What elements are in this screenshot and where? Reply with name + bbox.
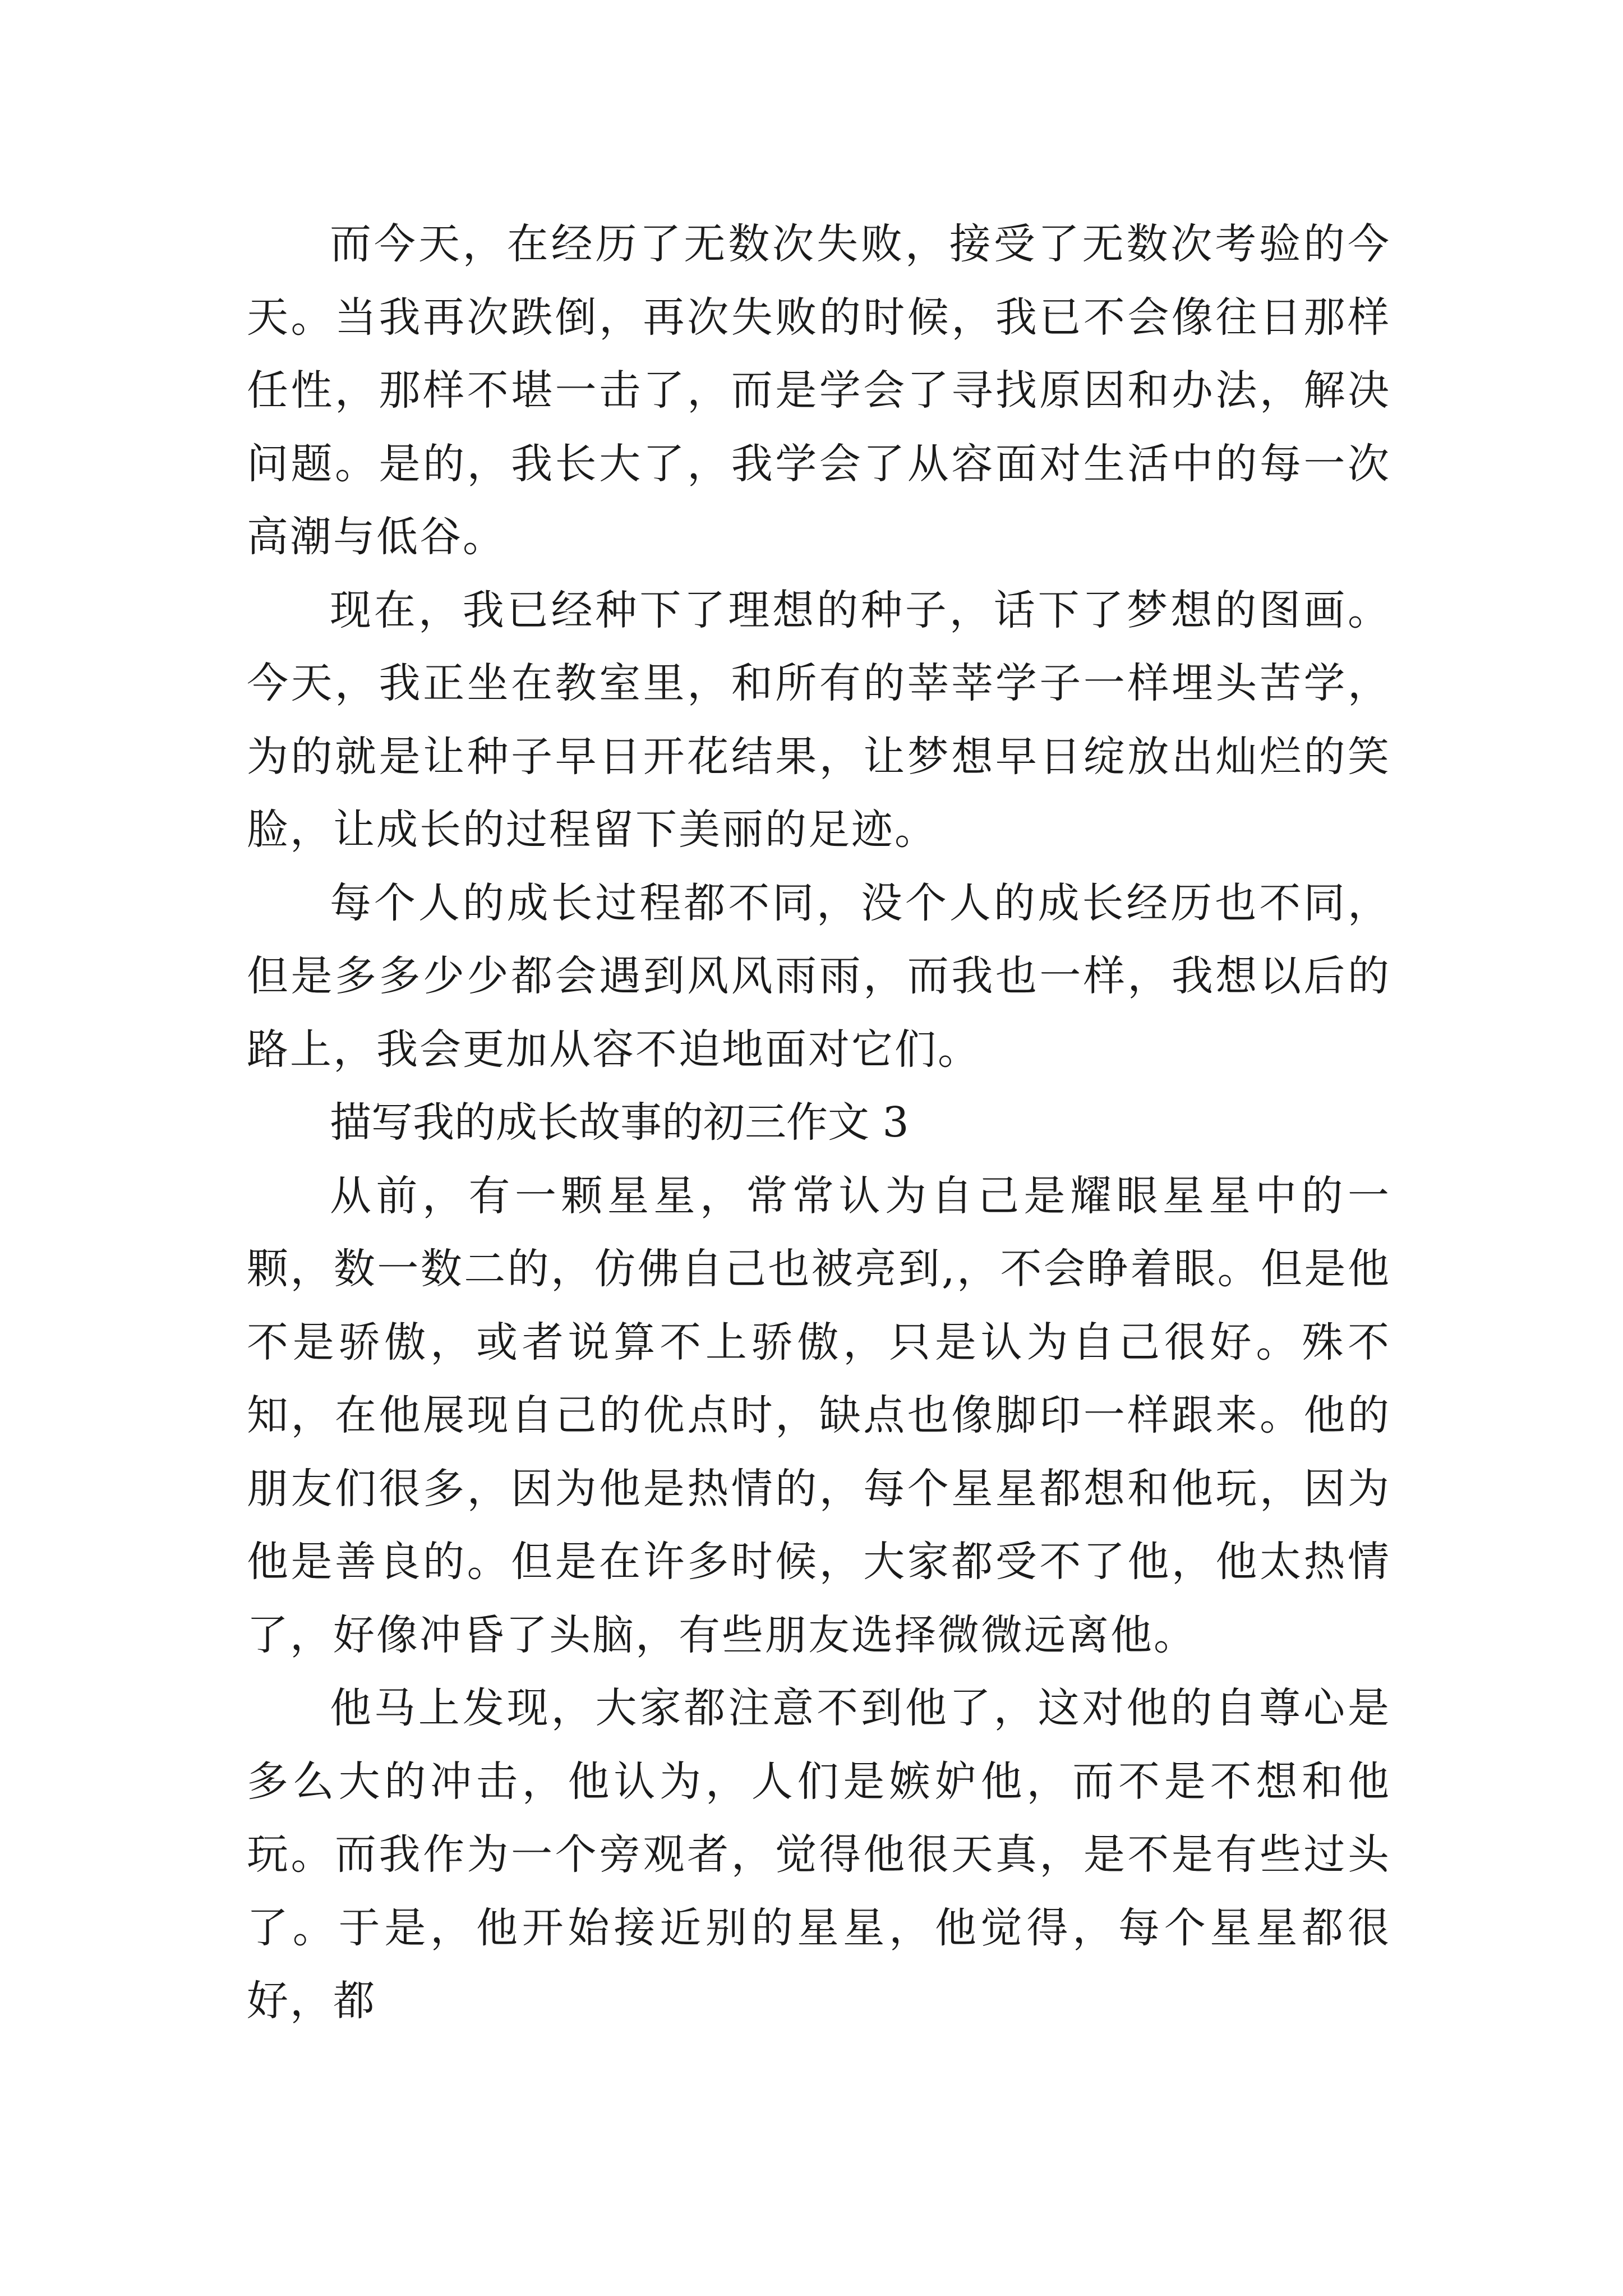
paragraph-3: 每个人的成长过程都不同，没个人的成长经历也不同，但是多多少少都会遇到风风雨雨，而我也一样，我想以后的路上，我会更加从容不迫地面对它们。 [247, 878, 1391, 1074]
essay-heading: 描写我的成长故事的初三作文 3 [330, 1098, 909, 1147]
paragraph-5: 他马上发现，大家都注意不到他了，这对他的自尊心是多么大的冲击，他认为，人们是嫉妒他，而不是不想和他玩。而我作为一个旁观者，觉得他很天真，是不是有些过头了。于是，他开始接近别的星星，他觉得，每个星星都很好，都 [247, 1684, 1391, 2025]
paragraph-4: 从前，有一颗星星，常常认为自己是耀眼星星中的一颗，数一数二的，仿佛自己也被亮到,，不会睁着眼。但是他不是骄傲，或者说算不上骄傲，只是认为自己很好。殊不知，在他展现自己的优点时，缺点也像脚印一样跟来。他的朋友们很多，因为他是热情的，每个星星都想和他玩，因为他是善良的。但是在许多时候，大家都受不了他，他太热情了，好像冲昏了头脑，有些朋友选择微微远离他。 [247, 1171, 1391, 1659]
essay-body [247, 208, 1391, 2038]
paragraph-1: 而今天，在经历了无数次失败，接受了无数次考验的今天。当我再次跌倒，再次失败的时候，我已不会像往日那样任性，那样不堪一击了，而是学会了寻找原因和办法，解决问题。是的，我长大了，我学会了从容面对生活中的每一次高潮与低谷。 [247, 220, 1391, 561]
paragraph-2: 现在，我已经种下了理想的种子，话下了梦想的图画。今天，我正坐在教室里，和所有的莘莘学子一样埋头苦学，为的就是让种子早日开花结果，让梦想早日绽放出灿烂的笑脸，让成长的过程留下美丽的足迹。 [247, 586, 1391, 854]
